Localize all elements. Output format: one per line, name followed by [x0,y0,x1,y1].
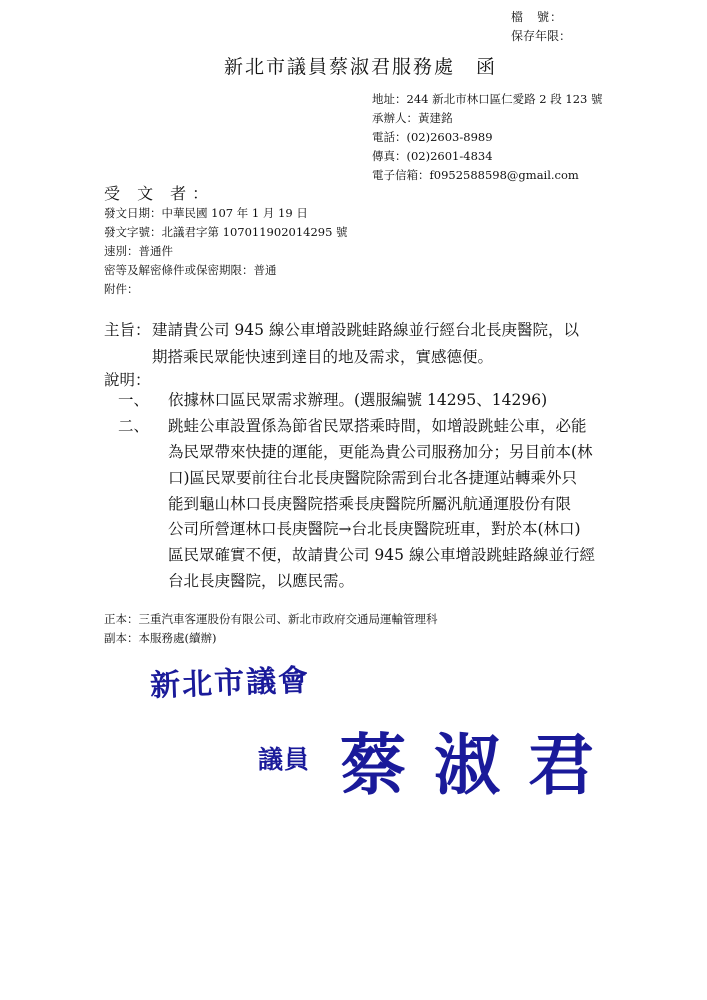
recipient-label: 受 文 者： [104,184,215,203]
subject-line-1: 建請貴公司 945 線公車增設跳蛙路線並行經台北長庚醫院，以 [152,321,579,339]
subject-line-2: 期搭乘民眾能快速到達目的地及需求，實感德便。 [152,348,494,366]
copy-recipients: 副本：本服務處(續辦) [104,631,217,645]
item-2-number: 二、 [118,417,150,435]
contact-email: 電子信箱：f0952588598@gmail.com [372,168,579,182]
agency-title: 新北市議員蔡淑君服務處 函 [224,56,498,78]
attachment-label: 附件： [104,282,139,296]
item-2-line: 台北長庚醫院，以應民需。 [168,572,355,590]
council-stamp: 新北市議會 [149,663,311,704]
contact-telephone: 電話：(02)2603-8989 [372,130,493,144]
subject-label: 主旨： [104,321,151,339]
main-recipients: 正本：三重汽車客運股份有限公司、新北市政府交通局運輸管理科 [104,612,438,626]
retention-period-label: 保存年限： [511,29,572,43]
archive-number-label: 檔 號： [511,10,564,24]
document-number: 發文字號：北議君字第 107011902014295 號 [104,225,348,239]
councilor-title-stamp: 議員 [258,745,311,774]
item-1-text: 依據林口區民眾需求辦理。(選服編號 14295、14296) [168,391,548,409]
contact-fax: 傳真：(02)2601-4834 [372,149,493,163]
item-2-line: 跳蛙公車設置係為節省民眾搭乘時間，如增設跳蛙公車，必能 [168,417,587,435]
item-2-line: 能到龜山林口長庚醫院搭乘長庚醫院所屬汎航通運股份有限 [168,495,572,513]
item-2-line: 口)區民眾要前往台北長庚醫院除需到台北各捷運站轉乘外只 [168,469,578,487]
item-2-line: 區民眾確實不便，故請貴公司 945 線公車增設跳蛙路線並行經 [168,546,595,564]
explanation-label: 說明： [104,371,151,389]
item-2-line: 為民眾帶來快捷的運能，更能為貴公司服務加分；另目前本(林 [168,443,593,461]
issue-date: 發文日期：中華民國 107 年 1 月 19 日 [104,206,308,220]
councilor-name-stamp: 蔡淑君 [340,726,622,804]
delivery-speed: 速別：普通件 [104,244,173,258]
item-1-number: 一、 [118,391,150,409]
contact-address: 地址：244 新北市林口區仁愛路 2 段 123 號 [372,92,603,106]
contact-handler: 承辦人：黃建銘 [372,111,453,125]
item-2-line: 公司所營運林口長庚醫院→台北長庚醫院班車，對於本(林口) [168,520,581,538]
secrecy-level: 密等及解密條件或保密期限：普通 [104,263,277,277]
